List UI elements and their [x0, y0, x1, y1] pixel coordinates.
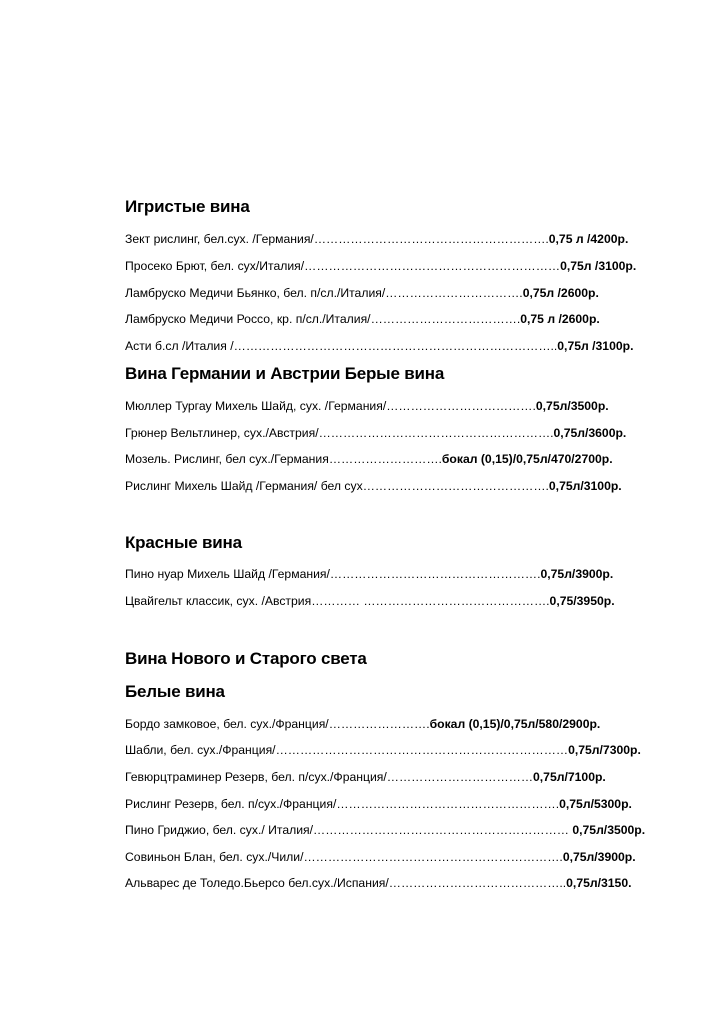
- item-dots: ………………………………………………….: [313, 232, 549, 246]
- item-name: Рислинг Михель Шайд /Германия/ бел сух: [125, 479, 363, 493]
- item-dots: ……………………………………….: [362, 479, 549, 493]
- item-name: Зект рислинг, бел.сух. /Германия/: [125, 232, 314, 246]
- item-price: 0,75л/3150.: [566, 876, 632, 890]
- menu-item: [125, 339, 633, 353]
- item-price: 0,75л /3100р.: [560, 259, 637, 273]
- item-price: 0,75 л /4200р.: [548, 232, 629, 246]
- item-dots: ……………………………………………………………………..: [233, 339, 558, 353]
- item-name: Альварес де Толедо.Бьерсо бел.сух./Испания/: [125, 876, 389, 890]
- item-dots: ……………………………….: [370, 312, 521, 326]
- section-title-red: Красные вина: [125, 533, 242, 552]
- item-price: 0,75л/3100р.: [548, 479, 622, 493]
- section-title-white: Белые вина: [125, 682, 225, 701]
- item-price: 0,75л/7300р.: [568, 743, 641, 757]
- item-dots: ……………………….: [328, 452, 442, 466]
- menu-item: [125, 286, 599, 300]
- item-dots: ……………………………………………………….: [303, 850, 563, 864]
- item-name: Мозель. Рислинг, бел сух./Германия: [125, 452, 329, 466]
- menu-item: [125, 479, 622, 493]
- item-dots: …………………….: [328, 717, 430, 731]
- menu-item: [125, 876, 632, 890]
- item-price: 0,75л/3900р.: [540, 567, 614, 581]
- item-dots: ………………………………………………………: [313, 823, 573, 837]
- item-price: 0,75/3950р.: [549, 594, 615, 608]
- menu-item: [125, 426, 626, 440]
- item-dots: …………………………………………….: [329, 567, 541, 581]
- item-name: Мюллер Тургау Михель Шайд, сух. /Германия/: [125, 399, 387, 413]
- item-name: Асти б.сл /Италия /: [125, 339, 234, 353]
- menu-item: [125, 850, 636, 864]
- item-price: бокал (0,15)/0,75л/470/2700р.: [441, 452, 613, 466]
- item-price: 0,75л /3100р.: [557, 339, 634, 353]
- menu-item: [125, 259, 636, 273]
- item-name: Цвайгельт классик, сух. /Австрия: [125, 594, 312, 608]
- menu-item: [125, 797, 632, 811]
- item-dots: ………………………………………………………: [304, 259, 561, 273]
- item-dots: …………………………….: [385, 286, 523, 300]
- item-price: 0,75л/5300р.: [559, 797, 632, 811]
- item-name: Просеко Брют, бел. сух/Италия/: [125, 259, 305, 273]
- item-price: 0,75л/3500р.: [535, 399, 609, 413]
- menu-item: [125, 717, 600, 731]
- menu-item: [125, 743, 641, 757]
- item-price: 0,75 л /2600р.: [520, 312, 600, 326]
- menu-item: [125, 232, 628, 246]
- item-name: Бордо замковое, бел. сух./Франция/: [125, 717, 329, 731]
- menu-item: [125, 567, 613, 581]
- item-price: 0,75л/3600р.: [553, 426, 627, 440]
- item-dots: ……………………………………………….: [336, 797, 560, 811]
- section-title-new-old-world: Вина Нового и Старого света: [125, 649, 367, 668]
- item-price: 0,75л/7100р.: [533, 770, 606, 784]
- item-dots: ………………………………………………………………: [275, 743, 569, 757]
- item-price: 0,75л/3500р.: [572, 823, 646, 837]
- menu-item: [125, 770, 606, 784]
- item-price: 0,75л/3900р.: [562, 850, 636, 864]
- item-price: 0,75л /2600р.: [522, 286, 599, 300]
- item-dots: ………… ……………………………………….: [311, 594, 550, 608]
- item-name: Совиньон Блан, бел. сух./Чили/: [125, 850, 304, 864]
- item-name: Ламбруско Медичи Россо, кр. п/сл./Италия/: [125, 312, 371, 326]
- item-price: бокал (0,15)/0,75л/580/2900р.: [429, 717, 601, 731]
- item-dots: ……………………………….: [386, 399, 536, 413]
- item-name: Пино нуар Михель Шайд /Германия/: [125, 567, 330, 581]
- menu-item: [125, 399, 609, 413]
- item-dots: ………………………………………………….: [318, 426, 554, 440]
- item-name: Шабли, бел. сух./Франция/: [125, 743, 276, 757]
- item-name: Рислинг Резерв, бел. п/сух./Франция/: [125, 797, 337, 811]
- section-title-sparkling: Игристые вина: [125, 197, 250, 216]
- item-name: Грюнер Вельтлинер, сух./Австрия/: [125, 426, 319, 440]
- item-dots: ……………………………………..: [388, 876, 567, 890]
- item-dots: ………………………………: [386, 770, 534, 784]
- item-name: Ламбруско Медичи Бьянко, бел. п/сл./Италия/: [125, 286, 386, 300]
- menu-item: [125, 452, 613, 466]
- item-name: Гевюрцтраминер Резерв, бел. п/сух./Франция/: [125, 770, 387, 784]
- menu-item: [125, 312, 600, 326]
- menu-item: [125, 594, 615, 608]
- menu-item: [125, 823, 645, 837]
- section-title-germany-austria: Вина Германии и Австрии Берые вина: [125, 364, 445, 383]
- item-name: Пино Гриджио, бел. сух./ Италия/: [125, 823, 314, 837]
